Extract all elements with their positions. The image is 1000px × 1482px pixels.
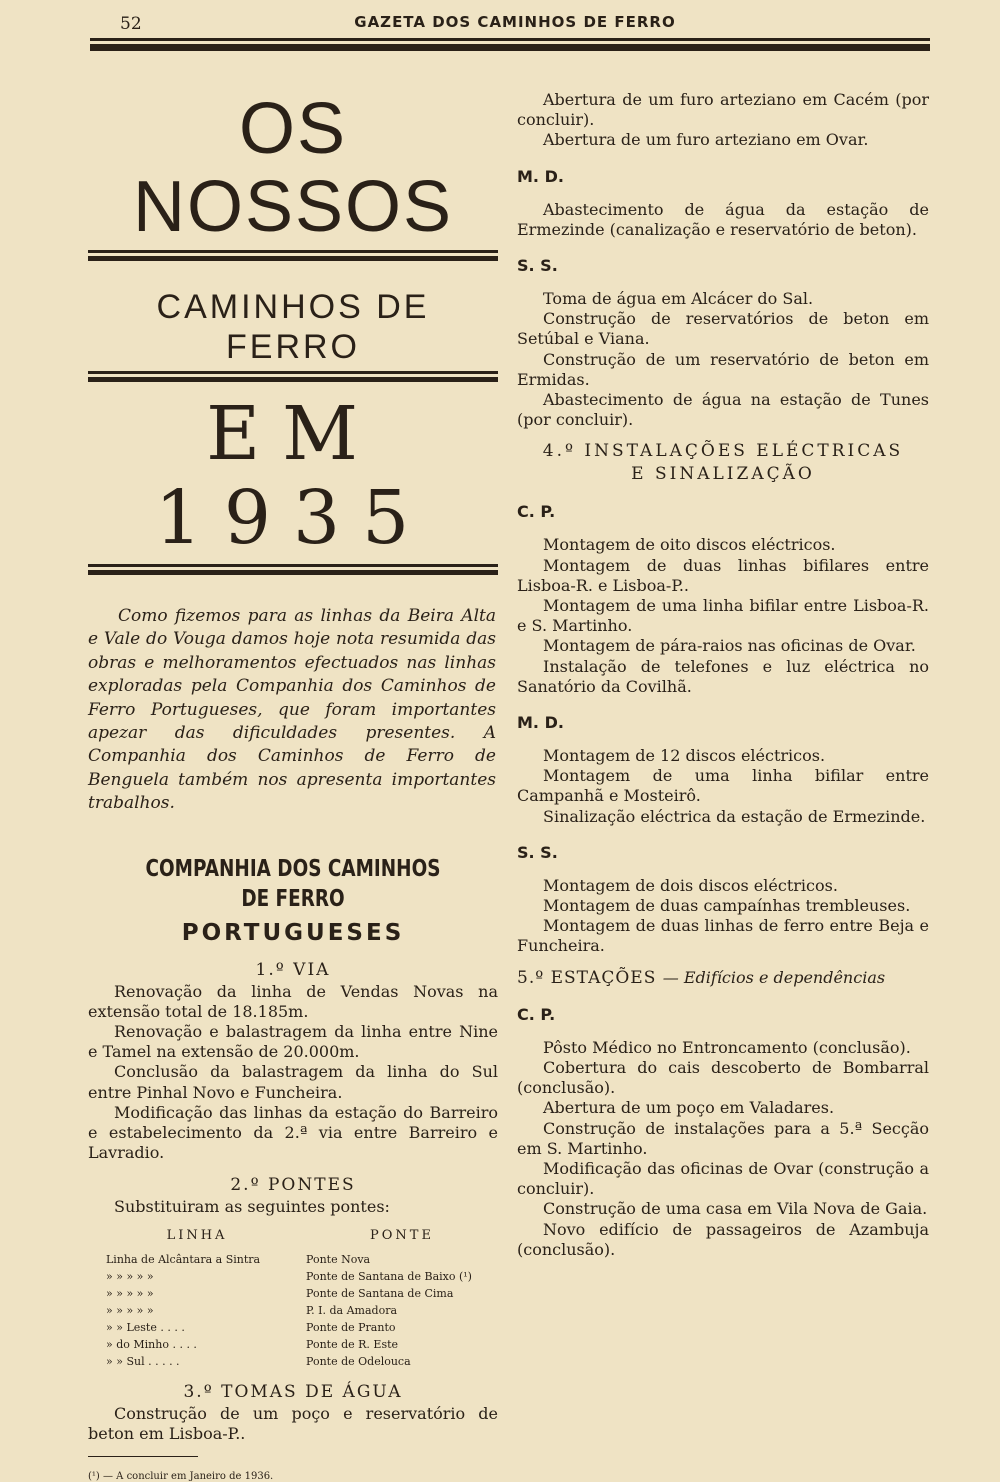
section-heading-pontes: 2.º PONTES — [230, 1175, 356, 1196]
table-row — [88, 1319, 498, 1336]
title-line-2: CAMINHOS DE FERRO — [156, 288, 430, 366]
instalacoes-cp-item: Montagem de pára-raios nas oficinas de Ovar. — [543, 636, 916, 656]
section-heading-estacoes — [517, 967, 929, 989]
company-heading-2: PORTUGUESES — [181, 919, 405, 946]
ponte-cell: Ponte de Pranto — [306, 1320, 396, 1334]
footnote-rule — [88, 1456, 198, 1457]
ponte-cell: Ponte de Santana de Cima — [306, 1286, 454, 1300]
linha-cell: » » » » » — [106, 1286, 154, 1300]
title-rule — [88, 256, 498, 261]
estacoes-cp-item: Modificação das oficinas de Ovar (construção a concluir). — [517, 1158, 929, 1199]
subsection-label-ss: S. S. — [517, 842, 558, 862]
ponte-cell: Ponte Nova — [306, 1252, 371, 1266]
estacoes-cp-item: Abertura de um poço em Valadares. — [543, 1098, 835, 1118]
subsection-label-md: M. D. — [517, 166, 564, 186]
title-rule — [88, 371, 498, 374]
instalacoes-md-item: Montagem de 12 discos eléctricos. — [543, 746, 826, 766]
tomas-ss-item: Toma de água em Alcácer do Sal. — [543, 289, 814, 309]
tomas-item: Abertura de um furo arteziano em Ovar. — [543, 130, 869, 150]
title-line-3: EM 1935 — [154, 391, 432, 561]
linha-cell: » do Minho . . . . — [106, 1337, 197, 1351]
page-number: 52 — [120, 14, 142, 34]
title-line-1: OS NOSSOS — [132, 89, 454, 247]
section-heading-via: 1.º VIA — [255, 959, 331, 980]
instalacoes-heading-line-1: 4.º INSTALAÇÕES ELÉCTRICAS — [542, 441, 904, 462]
right-column — [517, 90, 929, 1260]
table-header-row — [88, 1224, 498, 1251]
title-rule — [88, 377, 498, 382]
column-header-linha: LINHA — [166, 1227, 228, 1243]
tomas-ss-item: Abastecimento de água na estação de Tunes (por concluir). — [517, 390, 929, 430]
instalacoes-cp-item: Instalação de telefones e luz eléctrica no Sanatório da Covilhã. — [517, 656, 929, 696]
estacoes-heading: 5.º ESTAÇÕES — [517, 967, 657, 988]
subsection-label-cp: C. P. — [517, 1004, 556, 1024]
subsection-label-cp: C. P. — [517, 502, 556, 522]
section-heading-instalacoes — [517, 440, 929, 486]
instalacoes-cp-item: Montagem de uma linha bifilar entre Lisboa-R. e S. Martinho. — [517, 596, 929, 636]
subsection-label-md: M. D. — [517, 713, 564, 733]
instalacoes-md-item: Sinalização eléctrica da estação de Ermezinde. — [543, 806, 926, 826]
ponte-cell: Ponte de Santana de Baixo (¹) — [306, 1269, 472, 1283]
header-rule-thin — [90, 38, 930, 41]
linha-cell: » » Leste . . . . — [106, 1320, 185, 1334]
tomas-ss-item: Construção de reservatórios de beton em Setúbal e Viana. — [517, 309, 929, 349]
tomas-md-item: Abastecimento de água da estação de Ermezinde (canalização e reservatório de beton). — [517, 199, 929, 239]
company-heading: COMPANHIA DOS CAMINHOS DE FERRO — [145, 855, 441, 912]
header-rule-thick — [90, 44, 930, 51]
instalacoes-ss-item: Montagem de duas campaínhas trembleuses. — [543, 896, 911, 916]
instalacoes-heading-line-2: E SINALIZAÇÃO — [631, 464, 815, 485]
instalacoes-cp-item: Montagem de duas linhas bifilares entre Lisboa-R. e Lisboa-P.. — [517, 555, 929, 595]
title-rule — [88, 564, 498, 567]
estacoes-cp-item: Construção de uma casa em Vila Nova de Gaia. — [543, 1199, 928, 1219]
ponte-cell: Ponte de R. Este — [306, 1337, 399, 1351]
intro-paragraph: Como fizemos para as linhas da Beira Alta e Vale do Vouga damos hoje nota resumida das obras e melhoramentos efectuados nas linhas exploradas pela Companhia dos Caminhos de Ferro Portugueses, que foram importantes apezar das dificuldades presentes. A Companhia dos Caminhos de Ferro de Benguela também nos apresenta importantes trabalhos. — [88, 606, 496, 814]
table-row — [88, 1285, 498, 1302]
linha-cell: » » » » » — [106, 1303, 154, 1317]
table-row — [88, 1302, 498, 1319]
ponte-cell: Ponte de Odelouca — [306, 1354, 411, 1368]
linha-cell: » » » » » — [106, 1269, 154, 1283]
table-row — [88, 1336, 498, 1353]
estacoes-cp-item: Pôsto Médico no Entroncamento (conclusão). — [543, 1037, 911, 1057]
tomas-item: Abertura de um furo arteziano em Cacém (por concluir). — [517, 90, 929, 130]
column-header-ponte: PONTE — [370, 1227, 434, 1243]
instalacoes-cp-item: Montagem de oito discos eléctricos. — [543, 535, 836, 555]
via-item: Renovação da linha de Vendas Novas na extensão total de 18.185m. — [88, 981, 498, 1021]
via-item: Modificação das linhas da estação do Barreiro e estabelecimento da 2.ª via entre Barreiro e Lavradio. — [88, 1102, 498, 1163]
table-row — [88, 1268, 498, 1285]
pontes-table — [88, 1224, 498, 1370]
instalacoes-ss-item: Montagem de dois discos eléctricos. — [543, 875, 838, 895]
via-list — [88, 982, 498, 1164]
linha-cell: » » Sul . . . . . — [106, 1354, 180, 1368]
via-item: Conclusão da balastragem da linha do Sul entre Pinhal Novo e Funcheira. — [88, 1062, 498, 1102]
estacoes-cp-item: Novo edifício de passageiros de Azambuja (conclusão). — [517, 1219, 929, 1259]
journal-title: GAZETA DOS CAMINHOS DE FERRO — [354, 13, 676, 31]
section-heading-tomas: 3.º TOMAS DE ÁGUA — [183, 1381, 403, 1402]
estacoes-cp-item: Construção de instalações para a 5.ª Secção em S. Martinho. — [517, 1118, 929, 1158]
tomas-ss-item: Construção de um reservatório de beton em Ermidas. — [517, 349, 929, 389]
instalacoes-ss-item: Montagem de duas linhas de ferro entre Beja e Funcheira. — [517, 916, 929, 956]
table-row — [88, 1251, 498, 1268]
estacoes-cp-item: Cobertura do cais descoberto de Bombarral (conclusão). — [517, 1057, 929, 1098]
left-column — [88, 60, 498, 1482]
pontes-intro: Substituiram as seguintes pontes: — [114, 1197, 390, 1217]
estacoes-heading-sub: — Edifícios e dependências — [662, 967, 886, 987]
ponte-cell: P. I. da Amadora — [306, 1303, 398, 1317]
subsection-label-ss: S. S. — [517, 256, 558, 276]
instalacoes-md-item: Montagem de uma linha bifilar entre Campanhã e Mosteirô. — [517, 766, 929, 806]
via-item: Renovação e balastragem da linha entre Nine e Tamel na extensão de 20.000m. — [88, 1022, 498, 1062]
title-rule — [88, 570, 498, 575]
tomas-item: Construção de um poço e reservatório de beton em Lisboa-P.. — [88, 1403, 498, 1443]
footnote: (¹) — A concluir em Janeiro de 1936. — [88, 1471, 274, 1482]
table-row — [88, 1353, 498, 1370]
title-rule — [88, 250, 498, 253]
linha-cell: Linha de Alcântara a Sintra — [106, 1252, 261, 1266]
